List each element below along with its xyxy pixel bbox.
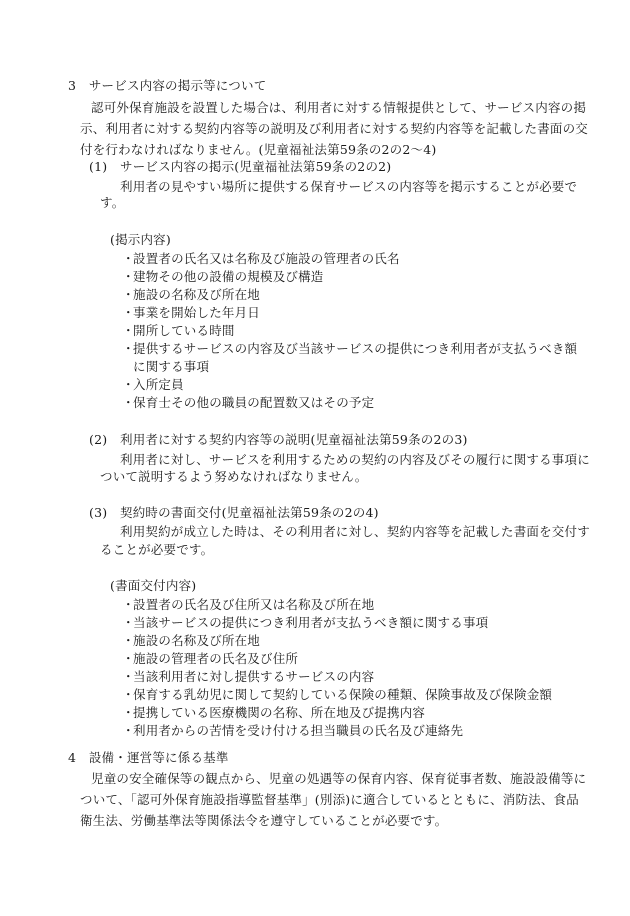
subsection-2-body-line-2: ついて説明するよう努めなければなりません。 xyxy=(100,469,368,484)
bullet: ・ xyxy=(122,687,135,702)
list-item xyxy=(122,287,260,303)
list-item-continuation: に関する事項 xyxy=(133,359,210,374)
list-item-text: 設置者の氏名及び住所又は名称及び所在地 xyxy=(133,597,375,612)
list-item xyxy=(122,305,260,321)
list-item-text: 利用者からの苦情を受け付ける担当職員の氏名及び連絡先 xyxy=(133,723,464,738)
bullet: ・ xyxy=(122,287,135,302)
list-item-text: 入所定員 xyxy=(133,377,184,392)
subsection-1-body-line-1: 利用者の見やすい場所に提供する保育サービスの内容等を掲示することが必要で xyxy=(120,179,578,194)
bullet: ・ xyxy=(122,705,135,720)
list-item-text: 開所している時間 xyxy=(133,323,235,338)
bullet: ・ xyxy=(122,723,135,738)
subsection-2-heading: (2) 利用者に対する契約内容等の説明(児童福祉法第59条の2の3) xyxy=(89,432,468,447)
list-item xyxy=(122,669,374,685)
bullet: ・ xyxy=(122,269,135,284)
list-item-text: 施設の名称及び所在地 xyxy=(133,633,261,648)
list-item-text: 建物その他の設備の規模及び構造 xyxy=(133,269,324,284)
list-item-text: 施設の管理者の氏名及び住所 xyxy=(133,651,299,666)
subsection-3-heading: (3) 契約時の書面交付(児童福祉法第59条の2の4) xyxy=(89,505,379,520)
list-item-text: 保育する乳幼児に関して契約している保険の種類、保険事故及び保険金額 xyxy=(133,687,553,702)
bullet: ・ xyxy=(122,597,135,612)
list-item-text: 事業を開始した年月日 xyxy=(133,305,261,320)
section-3-intro-line-1: 認可外保育施設を設置した場合は、利用者に対する情報提供として、サービス内容の掲 xyxy=(91,100,587,115)
list-item xyxy=(122,377,184,393)
list-item xyxy=(122,395,374,411)
section-3-intro-line-3: 付を行わなければなりません。(児童福祉法第59条の2の2〜4) xyxy=(80,142,437,157)
section-4-body-line-3: 衛生法、労働基準法等関係法令を遵守していることが必要です。 xyxy=(80,813,448,828)
list-item xyxy=(122,687,552,703)
bullet: ・ xyxy=(122,341,135,356)
list-item xyxy=(122,341,577,357)
list-item-text: 施設の名称及び所在地 xyxy=(133,287,261,302)
bullet: ・ xyxy=(122,651,135,666)
list-item xyxy=(122,323,235,339)
bullet: ・ xyxy=(122,395,135,410)
list-item xyxy=(122,705,425,721)
bullet: ・ xyxy=(122,633,135,648)
subsection-2-body-line-1: 利用者に対し、サービスを利用するための契約の内容及びその履行に関する事項に xyxy=(120,452,590,467)
list-item-text: 当該利用者に対し提供するサービスの内容 xyxy=(133,669,375,684)
list-item xyxy=(122,269,324,285)
list-item-text: 設置者の氏名又は名称及び施設の管理者の氏名 xyxy=(133,251,400,266)
list-item xyxy=(122,651,298,667)
section-4-heading: 4 設備・運営等に係る基準 xyxy=(68,750,229,765)
posting-list-title: (掲示内容) xyxy=(110,232,171,247)
list-item-text: 保育士その他の職員の配置数又はその予定 xyxy=(133,395,375,410)
document-list-title: (書面交付内容) xyxy=(110,578,197,593)
list-item xyxy=(122,723,463,739)
bullet: ・ xyxy=(122,251,135,266)
subsection-1-heading: (1) サービス内容の掲示(児童福祉法第59条の2の2) xyxy=(89,159,392,174)
bullet: ・ xyxy=(122,377,135,392)
list-item xyxy=(122,597,374,613)
list-item-text: 提携している医療機関の名称、所在地及び提携内容 xyxy=(133,705,426,720)
list-item-text: 当該サービスの提供につき利用者が支払うべき額に関する事項 xyxy=(133,615,489,630)
section-3-intro-line-2: 示、利用者に対する契約内容等の説明及び利用者に対する契約内容等を記載した書面の交 xyxy=(80,121,589,136)
bullet: ・ xyxy=(122,305,135,320)
subsection-1-body-line-2: す。 xyxy=(100,195,125,210)
section-4-body-line-1: 児童の安全確保等の観点から、児童の処遇等の保育内容、保育従事者数、施設設備等に xyxy=(91,771,587,786)
section-3-heading: 3 サービス内容の掲示等について xyxy=(68,78,267,93)
bullet: ・ xyxy=(122,323,135,338)
list-item-text: 提供するサービスの内容及び当該サービスの提供につき利用者が支払うべき額 xyxy=(133,341,578,356)
bullet: ・ xyxy=(122,615,135,630)
list-item xyxy=(122,633,260,649)
subsection-3-body-line-1: 利用契約が成立した時は、その利用者に対し、契約内容等を記載した書面を交付す xyxy=(120,524,590,539)
list-item xyxy=(122,615,488,631)
subsection-3-body-line-2: ることが必要です。 xyxy=(100,542,214,557)
list-item xyxy=(122,251,400,267)
bullet: ・ xyxy=(122,669,135,684)
section-4-body-line-2: ついて、「認可外保育施設指導監督基準」(別添)に適合しているとともに、消防法、食品 xyxy=(80,792,579,807)
